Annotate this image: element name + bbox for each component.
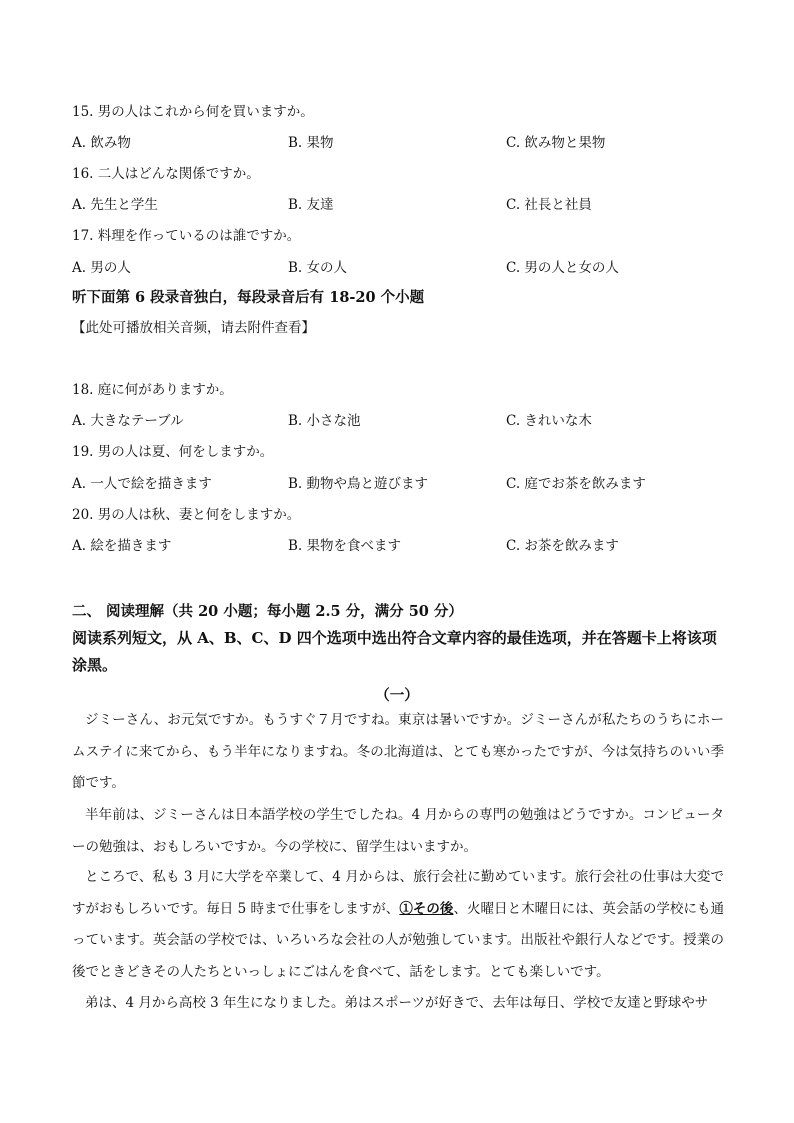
- paragraph-3-text-b: 、火曜日と木曜日には、英会話の学校にも通っています。英会話の学校では、いろいろな会社の人が勉強しています。出版社や銀行人などです。授業の後でときどきその人たちといっしょにごはんを食べて、話をします。とても楽しいです。: [72, 900, 725, 980]
- question-18-option-b: B. 小さな池: [288, 413, 361, 429]
- question-18-stem: 18. 庭に何がありますか。: [72, 382, 233, 398]
- paragraph-1-text: ジミーさん、お元気ですか。もうすぐ７月ですね。東京は暑いですか。ジミーさんが私たちのうちにホームステイに来てから、もう半年になりますね。冬の北海道は、とても寒かったですが、今は気持ちのいい季節です。: [72, 712, 724, 791]
- question-15-stem: 15. 男の人はこれから何を買いますか。: [72, 104, 314, 120]
- question-15-option-c: C. 飲み物と果物: [506, 135, 606, 151]
- reading-section-title: 二、 阅读理解（共 20 小题；每小题 2.5 分，满分 50 分）: [72, 603, 463, 620]
- question-15-option-a: A. 飲み物: [72, 135, 131, 151]
- paragraph-3-text-a: ところで、私も 3 月に大学を卒業して、4 月からは、旅行会社に勤めています。旅行会社の仕事は大変ですがおもしろいです。毎日 5 時まで仕事をしますが、: [72, 869, 724, 917]
- question-16-stem: 16. 二人はどんな関係ですか。: [72, 166, 260, 182]
- passage-paragraph-3: [72, 862, 724, 988]
- question-17-stem: 17. 料理を作っているのは誰ですか。: [72, 228, 301, 244]
- passage-paragraph-1: [72, 705, 724, 800]
- question-17-option-b: B. 女の人: [288, 260, 348, 276]
- reading-instruction: 阅读系列短文，从 A、B、C、D 四个选项中选出符合文章内容的最佳选项，并在答题卡上将该项涂黑。: [72, 629, 717, 674]
- passage-paragraph-4: [72, 988, 724, 1020]
- passage-paragraph-2: [72, 800, 724, 863]
- question-16-option-a: A. 先生と学生: [72, 197, 158, 213]
- question-20-option-c: C. お茶を飲みます: [506, 538, 619, 554]
- question-19-option-a: A. 一人で絵を描きます: [72, 476, 212, 492]
- question-20-option-a: A. 絵を描きます: [72, 538, 172, 554]
- question-19-option-c: C. 庭でお茶を飲みます: [506, 476, 646, 492]
- question-18-option-c: C. きれいな木: [506, 413, 592, 429]
- question-18-option-a: A. 大きなテーブル: [72, 413, 184, 429]
- question-20-stem: 20. 男の人は秋、妻と何をしますか。: [72, 507, 301, 523]
- paragraph-4-text: 弟は、4 月から高校 3 年生になりました。弟はスポーツが好きで、去年は毎日、学校で友達と野球やサ: [85, 995, 709, 1011]
- question-17-option-c: C. 男の人と女の人: [506, 260, 619, 276]
- paragraph-2-text: 半年前は、ジミーさんは日本語学校の学生でしたね。4 月からの専門の勉強はどうですか。コンピューターの勉強は、おもしろいですか。今の学校に、留学生はいますか。: [72, 807, 724, 855]
- question-19-stem: 19. 男の人は夏、何をしますか。: [72, 444, 274, 460]
- question-20-option-b: B. 果物を食べます: [288, 538, 402, 554]
- question-16-option-c: C. 社長と社員: [506, 197, 592, 213]
- audio-note: 【此处可播放相关音频，请去附件查看】: [72, 320, 315, 336]
- underlined-phrase: ①その後: [399, 900, 454, 917]
- question-15-option-b: B. 果物: [288, 135, 334, 151]
- passage-number: （一）: [375, 687, 419, 704]
- question-16-option-b: B. 友達: [288, 197, 334, 213]
- question-17-option-a: A. 男の人: [72, 260, 131, 276]
- question-19-option-b: B. 動物や鳥と遊びます: [288, 476, 429, 492]
- listening-heading: 听下面第 6 段录音独白，每段录音后有 18-20 个小题: [72, 289, 425, 306]
